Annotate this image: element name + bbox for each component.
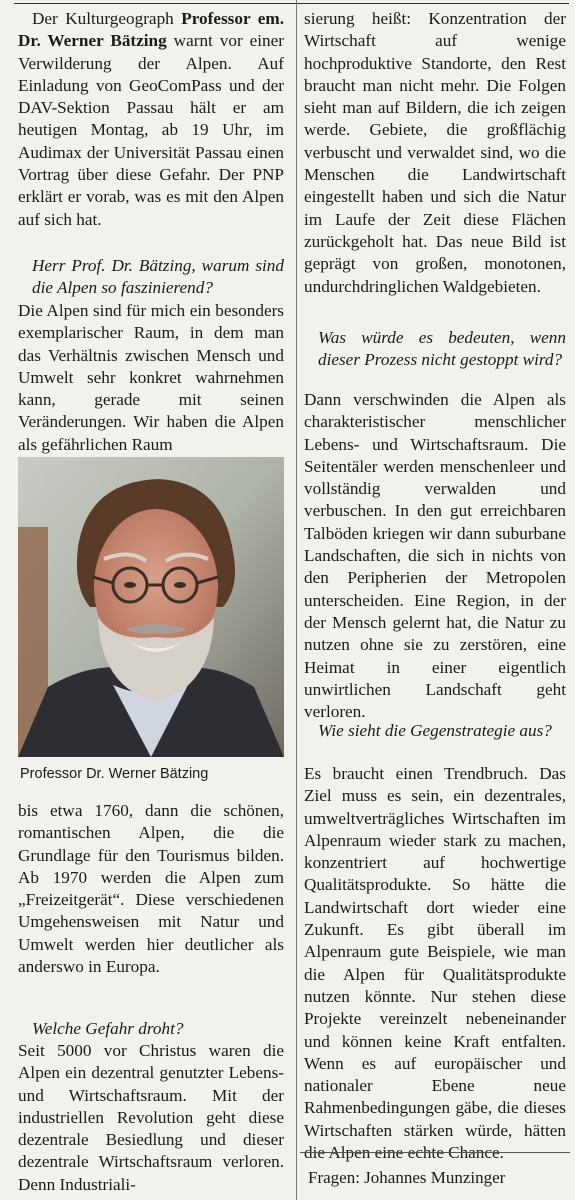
question-1: Herr Prof. Dr. Bätzing, warum sind die Alpen so faszinierend?	[32, 256, 284, 298]
credit-rule	[300, 1152, 570, 1153]
answer-1-part-1: Die Alpen sind für mich ein besonders exemplarischer Raum, in dem man das Verhältnis zwischen Mensch und Umwelt sehr konkret wahrnehmen kann, gerade mit seinen Veränderungen. Wir haben die Alpen als gefährlichen Raum	[18, 301, 284, 454]
intro-text: warnt vor einer Verwilderung der Alpen. Auf Einladung von GeoComPass und der DAV-Sektion Passau hält er am heutigen Montag, ab 19 Uhr, im Audimax der Universität Passau einen Vortrag über diese Gefahr. Der PNP erklärt er vorab, was es mit den Alpen auf sich hat.	[18, 31, 284, 229]
answer-4: Es braucht einen Trendbruch. Das Ziel muss es sein, ein dezentrales, umweltverträgliches Wirtschaften im Alpenraum wieder stark zu machen, konzentriert auf hochwertige Qualitätsprodukte. So hätte die Landwirtschaft dort wieder eine Zukunft. Es gibt überall im Alpenraum gute Beispiele, wie man die Alpen für Qualitätsprodukte nutzen könnte. Nur stehen diese Projekte vereinzelt nebeneinander und können keine Kraft entfalten. Wenn es auf europäischer und nationaler Ebene neue Rahmenbedingungen gäbe, die dieses Wirtschaften stärken würde, hätten die Alpen eine echte Chance.	[304, 764, 566, 1163]
question-3: Was würde es bedeuten, wenn dieser Prozess nicht gestoppt wird?	[318, 328, 566, 370]
answer-3: Dann verschwinden die Alpen als charakteristischer menschlicher Lebens- und Wirtschaftsraum. Die Seitentäler werden menschenleer und vollständig verwalden und verbuschen. In den gut erreichbaren Talböden kriegen wir dann suburbane Landschaften, die sich in nichts von den Peripherien der Metropolen unterscheiden. Eine Region, in der der Mensch gelernt hat, die Natur zu nutzen ohne sie zu zerstören, eine Heimat in einer eigentlich unwirtlichen Landschaft geht verloren.	[304, 390, 566, 722]
photo-caption: Professor Dr. Werner Bätzing	[20, 766, 209, 782]
portrait-photo	[18, 457, 284, 757]
interviewee-name: Professor em. Dr. Werner Bätzing	[18, 9, 285, 51]
question-4: Wie sieht die Gegenstrategie aus?	[318, 721, 552, 740]
portrait-illustration	[18, 457, 284, 757]
answer-2-part-2: sierung heißt: Konzentration der Wirtschaft auf wenige hochproduktive Standorte, den Rest braucht man nicht mehr. Die Folgen sieht man auf Bildern, die ich zeigen werde. Gebiete, die großflächig verbuscht und verwaldet sind, wo die Menschen die Landwirtschaft eingestellt haben und sich die Natur im Laufe der Zeit diese Flächen zurückgeholt hat. Das neue Bild ist geprägt von großen, monotonen, undurchdringlichen Waldgebieten.	[304, 9, 566, 296]
answer-1-part-2: bis etwa 1760, dann die schönen, romantischen Alpen, die die Grundlage für den Tourismus bilden. Ab 1970 werden die Alpen zum „Freizeitgerät“. Diese verschiedenen Umgehensweisen mit Natur und Umwelt werden hier deutlicher als anderswo in Europa.	[18, 801, 284, 977]
intro-paragraph	[18, 8, 284, 231]
intro-lead: Der Kulturgeograph	[32, 9, 182, 28]
question-2: Welche Gefahr droht?	[32, 1019, 184, 1038]
answer-2-part-1: Seit 5000 vor Christus waren die Alpen ein dezentral genutzter Lebens- und Wirtschaftsraum. Mit der industriellen Revolution geht diese dezentrale Besiedlung und dieser dezentrale Wirtschaftsraum verloren. Denn Industriali-	[18, 1041, 284, 1194]
interview-credit: Fragen: Johannes Munzinger	[308, 1168, 506, 1187]
